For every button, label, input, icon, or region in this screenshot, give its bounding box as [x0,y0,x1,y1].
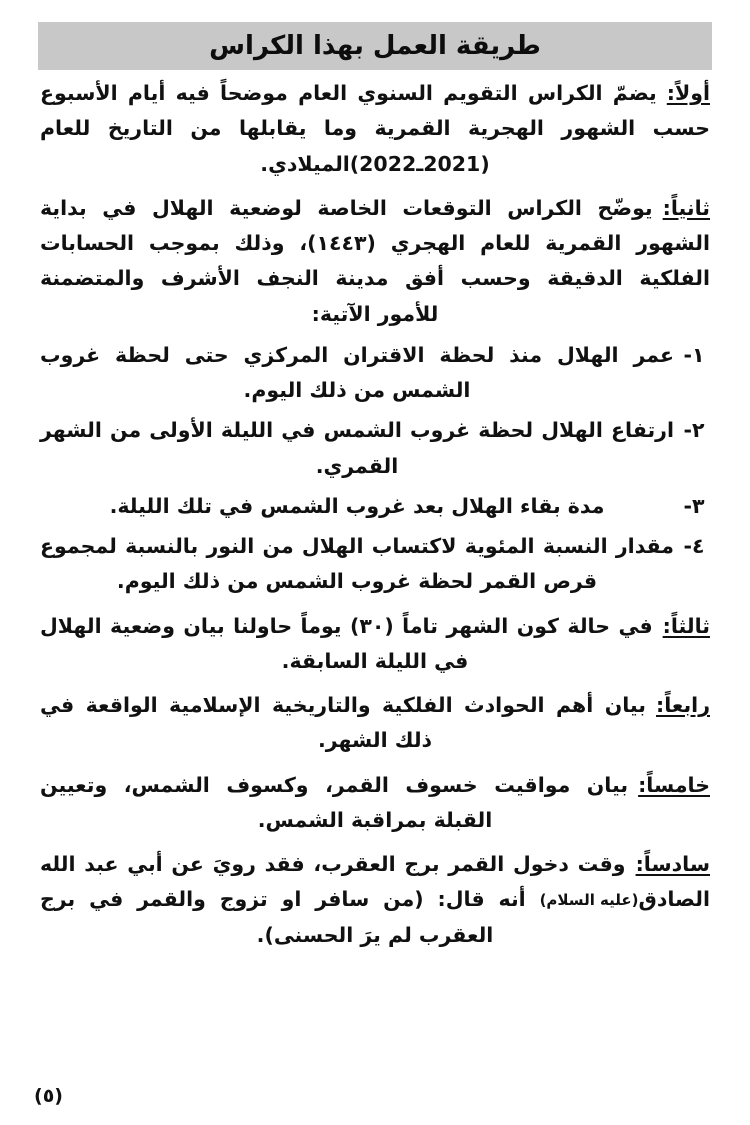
section-paragraph-second [40,191,710,332]
list-item-text: مقدار النسبة المئوية لاكتساب الهلال من النور بالنسبة لمجموع قرص القمر لحظة غروب الشمس من ذلك اليوم. [40,534,674,594]
section-text-sixth-after: أنه قال: (من سافر او تزوج والقمر في برج العقرب لم يرَ الحسنى). [40,887,526,947]
section-text-fifth: بيان مواقيت خسوف القمر، وكسوف الشمس، وتعيين القبلة بمراقبة الشمس. [40,772,629,832]
section-label-fourth: رابعاً: [656,693,710,717]
list-item [40,413,710,484]
section-paragraph-fourth [40,688,710,759]
section-paragraph-first [40,76,710,182]
list-item [40,529,710,600]
list-item-text: ارتفاع الهلال لحظة غروب الشمس في الليلة الأولى من الشهر القمري. [40,418,674,478]
section-text-third: في حالة كون الشهر تاماً (٣٠) يوماً حاولنا بيان وضعية الهلال في الليلة السابقة. [40,613,653,673]
document-body [40,76,710,954]
section-paragraph-third [40,609,710,680]
section-paragraph-fifth [40,768,710,839]
list-item-number: ١- [683,342,705,367]
section-text-first: يضمّ الكراس التقويم السنوي العام موضحاً فيه أيام الأسبوع حسب الشهور الهجرية القمرية وما يقابلها من التاريخ للعام (2021ـ2022)الميلادي. [40,81,710,176]
list-item [40,489,710,524]
section-paragraph-sixth [40,847,710,953]
list-item-number: ٤- [683,534,705,558]
page-title: طريقة العمل بهذا الكراس [209,31,541,61]
numbered-list [40,338,710,600]
section-label-sixth: سادساً: [635,852,710,876]
peace-be-upon-him-symbol: (عليه السلام) [539,891,639,910]
list-item-number: ٢- [683,418,705,443]
section-label-third: ثالثاً: [662,613,710,638]
page-number: (٥) [34,1085,63,1107]
list-item-text: عمر الهلال منذ لحظة الاقتران المركزي حتى لحظة غروب الشمس من ذلك اليوم. [40,342,674,402]
section-label-first: أولاً: [666,81,710,105]
list-item [40,338,710,409]
section-label-second: ثانياً: [662,195,710,220]
section-text-second: يوضّح الكراس التوقعات الخاصة لوضعية الهلال في بداية الشهور القمرية للعام الهجري (١٤٤٣)، وذلك بموجب الحسابات الفلكية الدقيقة وحسب أفق مدينة النجف الأشرف والمتضمنة للأمور الآتية: [40,195,710,326]
section-text-sixth-before: وقت دخول القمر برج العقرب، فقد رويَ عن أبي عبد الله الصادق [40,852,710,912]
list-item-number: ٣- [683,493,705,518]
header-banner [38,22,712,70]
section-label-fifth: خامساً: [638,772,710,797]
section-text-fourth: بيان أهم الحوادث الفلكية والتاريخية الإسلامية الواقعة في ذلك الشهر. [40,693,646,753]
list-item-text: مدة بقاء الهلال بعد غروب الشمس في تلك الليلة. [109,493,605,518]
